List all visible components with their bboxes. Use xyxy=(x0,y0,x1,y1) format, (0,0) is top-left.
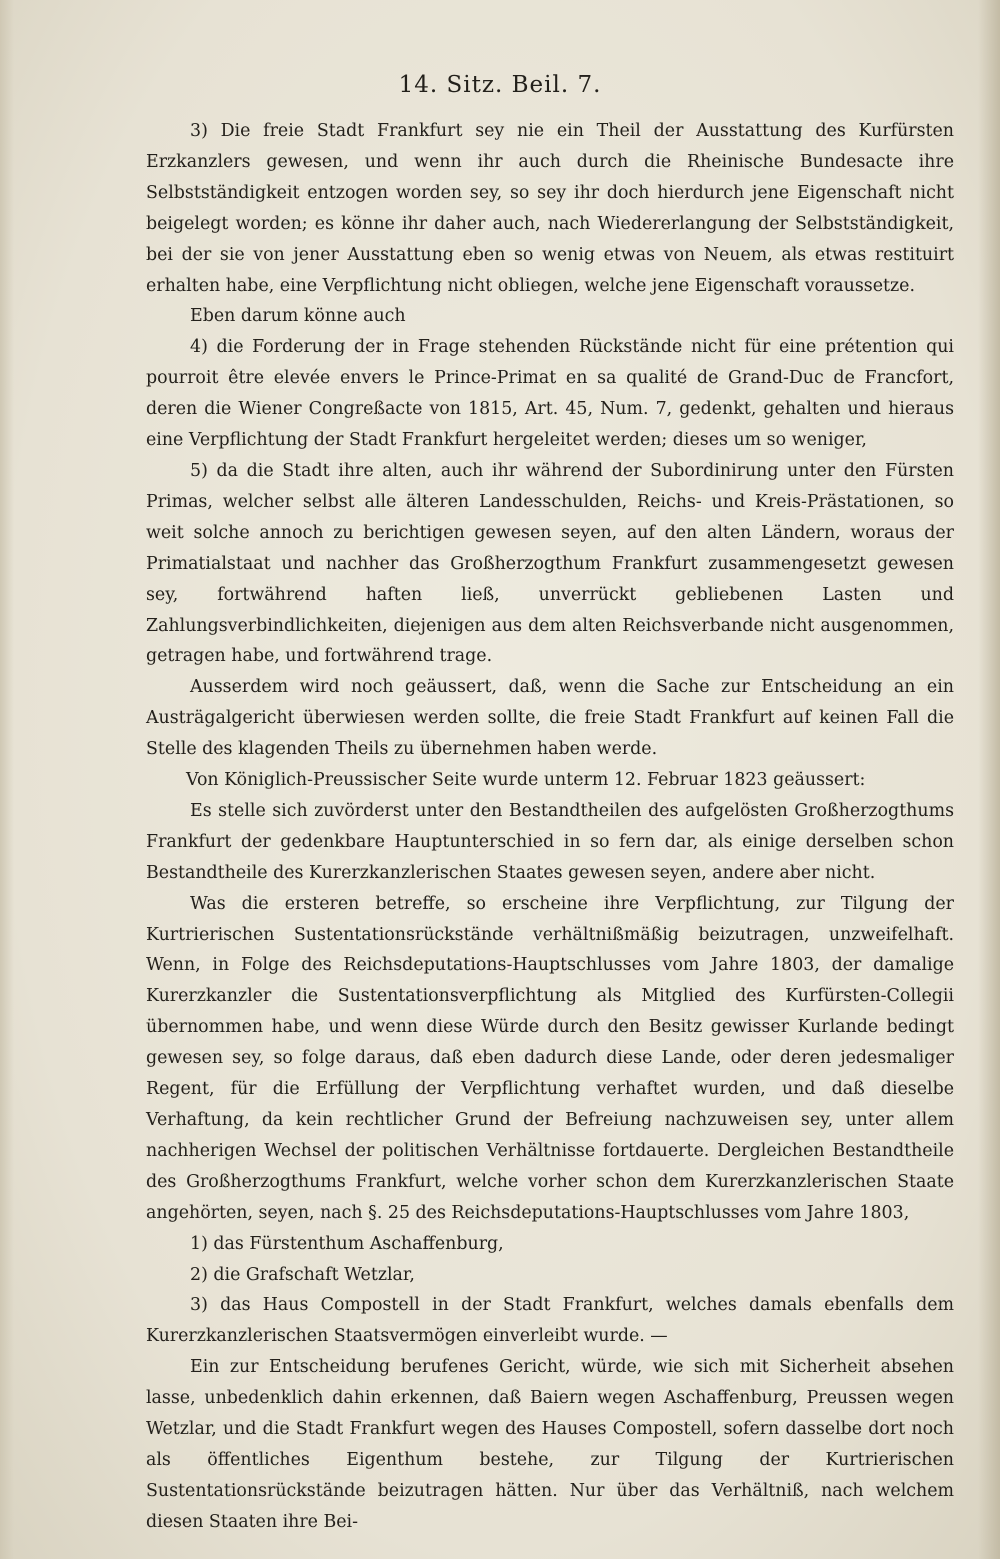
paragraph-point-5: 5) da die Stadt ihre alten, auch ihr während der Subordinirung unter den Fürsten Primas, welcher selbst alle älteren Landesschulden, Reichs- und Kreis-Prästationen, so weit solche annoch zu berichtigen gewesen seyen, auf den alten Ländern, woraus der Primatialstaat und nachher das Großherzogthum Frankfurt zusammengesetzt gewesen sey, fortwährend haften ließ, unverrückt gebliebenen Lasten und Zahlungsverbindlichkeiten, diejenigen aus dem alten Reichsverbande nicht ausgenommen, getragen habe, und fortwährend trage. xyxy=(146,460,954,667)
paragraph-ausserdem: Ausserdem wird noch geäussert, daß, wenn die Sache zur Entscheidung an ein Austrägalgericht überwiesen werden sollte, die freie Stadt Frankfurt auf keinen Fall die Stelle des klagenden Theils zu übernehmen haben werde. xyxy=(146,677,954,760)
page-edge-left xyxy=(0,0,14,1559)
paragraph-eben-darum: Eben darum könne auch xyxy=(190,306,406,327)
list-item-aschaffenburg: 1) das Fürstenthum Aschaffenburg, xyxy=(190,1233,504,1254)
paragraph-ersteren: Was die ersteren betreffe, so erscheine ihre Verpflichtung, zur Tilgung der Kurtrierischen Sustentationsrückstände verhältnißmäßig beizutragen, unzweifelhaft. Wenn, in Folge des Reichsdeputations-Hauptschlusses vom Jahre 1803, der damalige Kurerzkanzler die Sustentationsverpflichtung als Mitglied des Kurfürsten-Collegii übernommen habe, und wenn diese Würde durch den Besitz gewisser Kurlande bedingt gewesen sey, so folge daraus, daß eben dadurch diese Lande, oder deren jedesmaliger Regent, für die Erfüllung der Verpflichtung verhaftet wurden, und daß dieselbe Verhaftung, da kein rechtlicher Grund der Befreiung nachzuweisen sey, unter allem nachherigen Wechsel der politischen Verhältnisse fortdauerte. Dergleichen Bestandtheile des Großherzogthums Frankfurt, welche vorher schon dem Kurerzkanzlerischen Staate angehörten, seyen, nach §. 25 des Reichsdeputations-Hauptschlusses vom Jahre 1803, xyxy=(146,893,954,1223)
paragraph-bestandtheile: Es stelle sich zuvörderst unter den Bestandtheilen des aufgelösten Großherzogthums Frankfurt der gedenkbare Hauptunterschied in so fern dar, als einige derselben schon Bestandtheile des Kurerzkanzlerischen Staates gewesen seyen, andere aber nicht. xyxy=(146,800,954,883)
paragraph-gericht: Ein zur Entscheidung berufenes Gericht, würde, wie sich mit Sicherheit absehen lasse, unbedenklich dahin erkennen, daß Baiern wegen Aschaffenburg, Preussen wegen Wetzlar, und die Stadt Frankfurt wegen des Hauses Compostell, sofern dasselbe dort noch als öffentliches Eigenthum bestehe, zur Tilgung der Kurtrierischen Sustentationsrückstände beizutragen hätten. Nur über das Verhältniß, nach welchem diesen Staaten ihre Bei- xyxy=(146,1357,954,1532)
list-item-compostell: 3) das Haus Compostell in der Stadt Frankfurt, welches damals ebenfalls dem Kurerzkanzlerischen Staatsvermögen einverleibt wurde. — xyxy=(146,1295,954,1347)
paragraph-point-4: 4) die Forderung der in Frage stehenden Rückstände nicht für eine prétention qui pourroit être elevée envers le Prince-Primat en sa qualité de Grand-Duc de Francfort, deren die Wiener Congreßacte von 1815, Art. 45, Num. 7, gedenkt, gehalten und hieraus eine Verpflichtung der Stadt Frankfurt hergeleitet werden; dieses um so weniger, xyxy=(146,337,954,451)
list-item-wetzlar: 2) die Grafschaft Wetzlar, xyxy=(190,1264,415,1285)
paragraph-point-3: 3) Die freie Stadt Frankfurt sey nie ein Theil der Ausstattung des Kurfürsten Erzkanzlers gewesen, und wenn ihr auch durch die Rheinische Bundesacte ihre Selbstständigkeit entzogen worden sey, so sey ihr doch hierdurch jene Eigenschaft nicht beigelegt worden; es könne ihr daher auch, nach Wiedererlangung der Selbstständigkeit, bei der sie von jener Ausstattung eben so wenig etwas von Neuem, als etwas restituirt erhalten habe, eine Verpflichtung nicht obliegen, welche jene Eigenschaft voraussetze. xyxy=(146,121,954,296)
page-edge-right xyxy=(978,0,1000,1559)
paragraph-prussian-statement: Von Königlich-Preussischer Seite wurde unterm 12. Februar 1823 geäussert: xyxy=(186,770,866,791)
page-header: 14. Sitz. Beil. 7. xyxy=(398,72,602,98)
body-text xyxy=(146,116,954,1538)
